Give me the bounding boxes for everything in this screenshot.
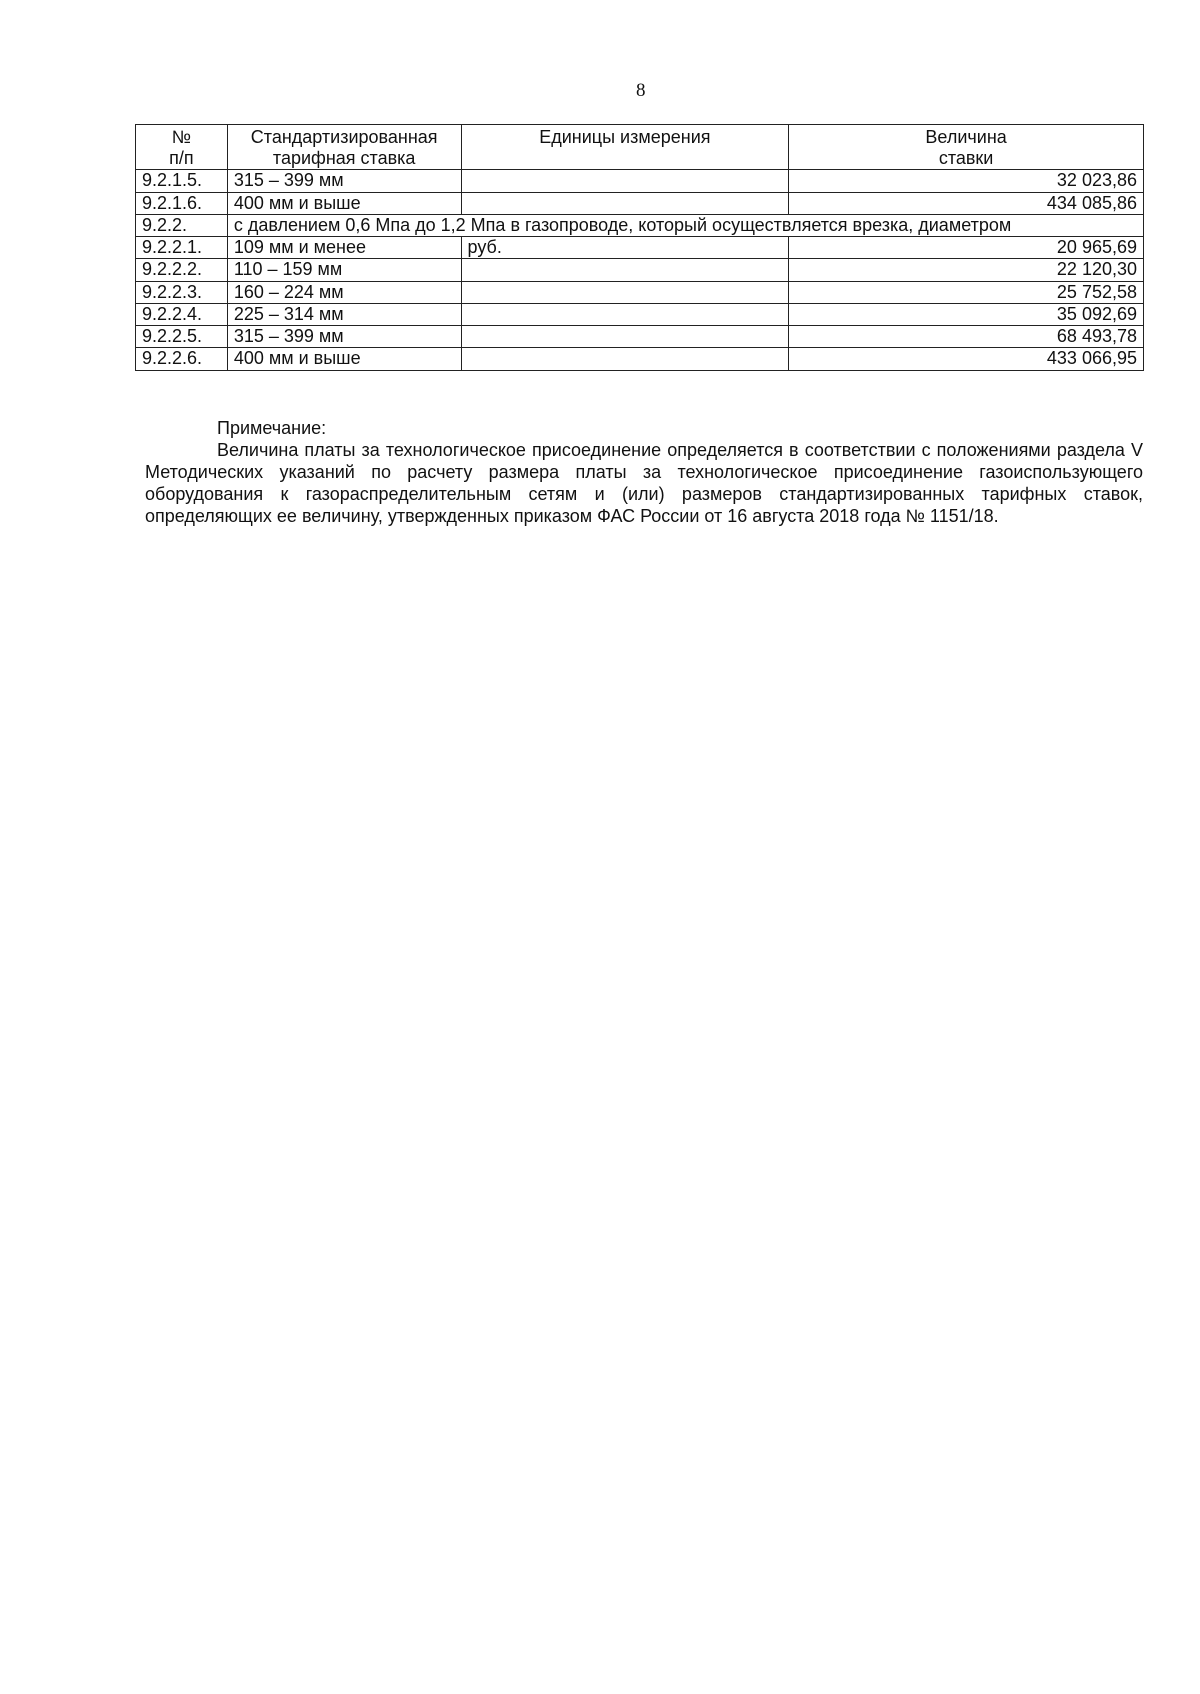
row-value: 25 752,58 [789,281,1144,303]
row-unit: руб. [461,237,789,259]
row-unit-empty [461,281,789,303]
row-value: 433 066,95 [789,348,1144,370]
row-unit-empty [461,326,789,348]
note-title: Примечание: [217,418,327,438]
table-row [136,326,1144,348]
row-std: 109 мм и менее [227,237,461,259]
row-num: 9.2.2.4. [136,303,228,325]
row-num: 9.2.2.2. [136,259,228,281]
row-value: 22 120,30 [789,259,1144,281]
note-section [145,418,1143,528]
tariff-table [135,124,1144,371]
row-std: 315 – 399 мм [227,170,461,192]
header-std-line2: тарифная ставка [272,148,416,169]
header-value-line1: Величина [925,127,1007,147]
row-value: 68 493,78 [789,326,1144,348]
header-std [227,125,461,170]
page-number: 8 [636,80,646,101]
header-unit: Единицы измерения [461,125,789,170]
row-num: 9.2.2.6. [136,348,228,370]
section-row [136,214,1144,236]
header-num-line1: № [171,127,192,147]
row-num: 9.2.1.5. [136,170,228,192]
section-text: с давлением 0,6 Мпа до 1,2 Мпа в газопроводе, который осуществляется врезка, диаметром [227,214,1143,236]
row-value: 20 965,69 [789,237,1144,259]
header-num-line2: п/п [169,148,194,169]
row-unit-empty [461,303,789,325]
table-row [136,303,1144,325]
table-row [136,348,1144,370]
table-row [136,170,1144,192]
row-std: 315 – 399 мм [227,326,461,348]
section-num: 9.2.2. [136,214,228,236]
header-num [136,125,228,170]
row-num: 9.2.1.6. [136,192,228,214]
row-unit-empty [461,192,789,214]
row-unit-empty [461,348,789,370]
header-std-line1: Стандартизированная [250,127,438,147]
table-row [136,259,1144,281]
table-row [136,281,1144,303]
table-header-row [136,125,1144,170]
row-std: 160 – 224 мм [227,281,461,303]
row-value: 35 092,69 [789,303,1144,325]
row-value: 32 023,86 [789,170,1144,192]
table-row [136,192,1144,214]
row-std: 400 мм и выше [227,348,461,370]
header-value [789,125,1144,170]
row-unit-empty [461,170,789,192]
row-num: 9.2.2.5. [136,326,228,348]
row-num: 9.2.2.3. [136,281,228,303]
row-std: 225 – 314 мм [227,303,461,325]
table-row [136,237,1144,259]
row-std: 110 – 159 мм [227,259,461,281]
row-unit-empty [461,259,789,281]
row-num: 9.2.2.1. [136,237,228,259]
header-value-line2: ставки [938,148,994,169]
note-body: Величина платы за технологическое присоединение определяется в соответствии с положениями раздела V Методических указаний по расчету размера платы за технологическое присоединение газоиспользующего оборудования к газораспределительным сетям и (или) размеров стандартизированных тарифных ставок, определяющих ее величину, утвержденных приказом ФАС России от 16 августа 2018 года № 1151/18. [145,439,1143,526]
row-value: 434 085,86 [789,192,1144,214]
row-std: 400 мм и выше [227,192,461,214]
